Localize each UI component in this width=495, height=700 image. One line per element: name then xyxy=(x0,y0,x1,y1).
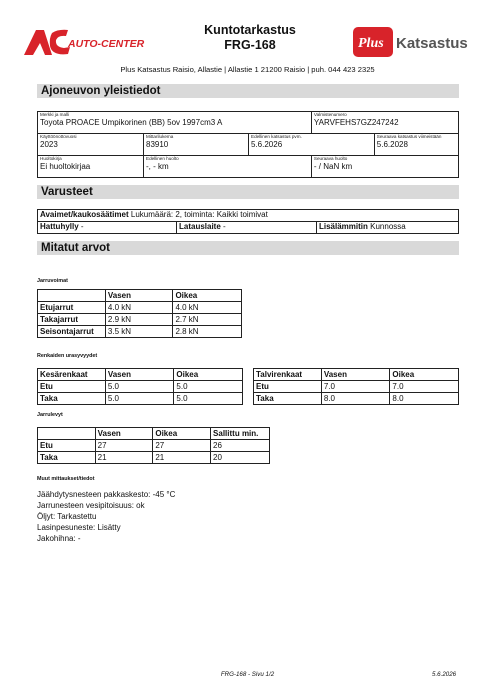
table-header-cell: Oikea xyxy=(153,428,211,440)
year-cell xyxy=(38,134,144,156)
row-label-cell: Etujarrut xyxy=(38,302,106,314)
odometer-value: 83910 xyxy=(146,140,169,149)
row-label-cell: Etu xyxy=(38,381,106,393)
year-value: 2023 xyxy=(40,140,58,149)
footer-date: 5.6.2026 xyxy=(432,671,457,678)
table-cell: 3.5 kN xyxy=(105,326,173,338)
section-general-title: Ajoneuvon yleistiedot xyxy=(41,85,161,97)
row-label-cell: Takajarrut xyxy=(38,314,106,326)
table-cell: 27 xyxy=(95,440,153,452)
brakes-table xyxy=(37,289,242,338)
station-address: Plus Katsastus Raisio, Allastie | Allastie 1 21200 Raisio | puh. 044 423 2325 xyxy=(120,65,375,74)
document-title xyxy=(170,23,330,53)
equipment-table xyxy=(37,209,459,234)
table-header-cell: Oikea xyxy=(390,369,459,381)
heater-label: Lisälämmitin xyxy=(319,222,368,231)
table-header-cell: Vasen xyxy=(105,369,174,381)
make-model-cell xyxy=(38,112,312,134)
table-cell: 7.0 xyxy=(321,381,390,393)
general-info-table xyxy=(37,111,459,178)
logo-left-text: AUTO-CENTER xyxy=(68,38,145,50)
plus-katsastus-logo xyxy=(353,25,471,59)
plate-number: FRG-168 xyxy=(224,38,276,52)
section-general-header xyxy=(37,84,459,98)
table-cell: 2.9 kN xyxy=(105,314,173,326)
table-cell: 26 xyxy=(211,440,270,452)
charger-cell xyxy=(177,222,317,234)
service-book-value: Ei huoltokirjaa xyxy=(40,162,91,171)
table-header-cell: Vasen xyxy=(95,428,153,440)
table-header-row xyxy=(254,369,459,381)
logo-ac-mark xyxy=(24,30,70,55)
charger-label: Latauslaite xyxy=(179,222,221,231)
row-label-cell: Etu xyxy=(254,381,322,393)
table-row xyxy=(38,326,242,338)
footer-page: FRG-168 - Sivu 1/2 xyxy=(220,671,275,678)
table-row xyxy=(254,393,459,405)
other-info-line: Jarrunesteen vesipitoisuus: ok xyxy=(37,501,145,510)
table-row xyxy=(38,314,242,326)
table-cell: 27 xyxy=(153,440,211,452)
logo-plus-text: Plus xyxy=(358,36,384,51)
logo-right-text: Katsastus xyxy=(396,35,468,52)
other-info-line: Jakohihna: - xyxy=(37,534,81,543)
auto-center-logo xyxy=(22,27,152,57)
heater-value: Kunnossa xyxy=(370,222,406,231)
discs-title: Jarrulevyt xyxy=(37,412,63,418)
row-label-cell: Taka xyxy=(38,393,106,405)
other-info-line: Öljyt: Tarkastettu xyxy=(37,512,97,521)
section-measurements-header xyxy=(37,241,459,255)
table-cell: 2.8 kN xyxy=(173,326,242,338)
table-cell: 20 xyxy=(211,452,270,464)
table-cell: 8.0 xyxy=(390,393,459,405)
table-header-cell: Oikea xyxy=(173,290,242,302)
prev-inspection-cell xyxy=(249,134,375,156)
prev-inspection-label: Edellinen katsastus pvm. xyxy=(251,134,302,139)
table-header-cell: Talvirenkaat xyxy=(254,369,322,381)
table-row xyxy=(38,381,243,393)
keys-cell xyxy=(38,210,459,222)
row-label-cell: Taka xyxy=(254,393,322,405)
section-equipment-title: Varusteet xyxy=(41,186,93,198)
next-service-label: Seuraava huolto xyxy=(313,156,348,161)
service-book-label: Huoltokirja xyxy=(40,156,62,161)
table-cell: 5.0 xyxy=(174,393,243,405)
other-info-list xyxy=(37,489,175,544)
table-header-row xyxy=(38,428,270,440)
hat-shelf-value: - xyxy=(80,222,84,231)
prev-inspection-value: 5.6.2026 xyxy=(251,140,283,149)
other-info-line: Jäähdytysnesteen pakkaskesto: -45 °C xyxy=(37,490,176,499)
table-cell: 5.0 xyxy=(105,393,174,405)
table-cell: 21 xyxy=(153,452,211,464)
year-label: Käyttöönottovuosi xyxy=(40,134,77,139)
odometer-cell xyxy=(144,134,249,156)
hat-shelf-cell xyxy=(38,222,177,234)
hat-shelf-label: Hattuhylly xyxy=(40,222,79,231)
table-cell: 8.0 xyxy=(321,393,390,405)
table-cell: 4.0 kN xyxy=(105,302,173,314)
table-row xyxy=(38,440,270,452)
row-label-cell: Etu xyxy=(38,440,96,452)
odometer-label: Mittarilukema xyxy=(146,134,174,139)
other-info-line: Lasinpesuneste: Lisätty xyxy=(37,523,121,532)
next-inspection-value: 5.6.2028 xyxy=(376,140,408,149)
table-cell: 4.0 kN xyxy=(173,302,242,314)
prev-service-cell xyxy=(144,156,312,178)
table-header-row xyxy=(38,369,243,381)
table-header-cell xyxy=(38,428,96,440)
keys-label: Avaimet/kaukosäätimet xyxy=(40,210,129,219)
section-measurements-title: Mitatut arvot xyxy=(41,242,110,254)
table-row xyxy=(38,302,242,314)
table-header-cell: Oikea xyxy=(174,369,243,381)
table-header-cell xyxy=(38,290,106,302)
service-book-cell xyxy=(38,156,144,178)
vin-value: YARVFEHS7GZ247242 xyxy=(313,118,399,127)
brake-discs-table xyxy=(37,427,270,464)
make-model-label: Merkki ja malli xyxy=(40,112,70,117)
page-title: Kuntotarkastus xyxy=(204,23,296,37)
table-row xyxy=(38,452,270,464)
table-header-cell: Vasen xyxy=(321,369,390,381)
next-inspection-cell xyxy=(374,134,458,156)
summer-tires-table xyxy=(37,368,243,405)
table-cell: 21 xyxy=(95,452,153,464)
prev-service-label: Edellinen huolto xyxy=(146,156,179,161)
prev-service-value: -, - km xyxy=(146,162,169,171)
table-cell: 5.0 xyxy=(105,381,174,393)
section-equipment-header xyxy=(37,185,459,199)
table-cell: 5.0 xyxy=(174,381,243,393)
other-title: Muut mittaukset/tiedot xyxy=(37,476,95,482)
charger-value: - xyxy=(223,222,226,231)
row-label-cell: Seisontajarrut xyxy=(38,326,106,338)
table-header-cell: Kesärenkaat xyxy=(38,369,106,381)
table-header-cell: Sallittu min. xyxy=(211,428,270,440)
table-cell: 7.0 xyxy=(390,381,459,393)
tires-title: Renkaiden urasyvyydet xyxy=(37,353,98,359)
make-model-value: Toyota PROACE Umpikorinen (BB) 5ov 1997cm3 A xyxy=(40,118,223,127)
next-service-value: - / NaN km xyxy=(313,162,353,171)
winter-tires-table xyxy=(253,368,459,405)
next-inspection-label: Seuraava katsastus viimeistään xyxy=(376,134,442,139)
table-header-row xyxy=(38,290,242,302)
brakes-title: Jarruvoimat xyxy=(37,278,68,284)
table-row xyxy=(254,381,459,393)
heater-cell xyxy=(317,222,459,234)
keys-value: Lukumäärä: 2, toiminta: Kaikki toimivat xyxy=(130,210,268,219)
table-row xyxy=(38,393,243,405)
vin-cell xyxy=(311,112,458,134)
table-cell: 2.7 kN xyxy=(173,314,242,326)
vin-label: Valmistenumero xyxy=(313,112,347,117)
next-service-cell xyxy=(311,156,458,178)
table-header-cell: Vasen xyxy=(105,290,173,302)
row-label-cell: Taka xyxy=(38,452,96,464)
